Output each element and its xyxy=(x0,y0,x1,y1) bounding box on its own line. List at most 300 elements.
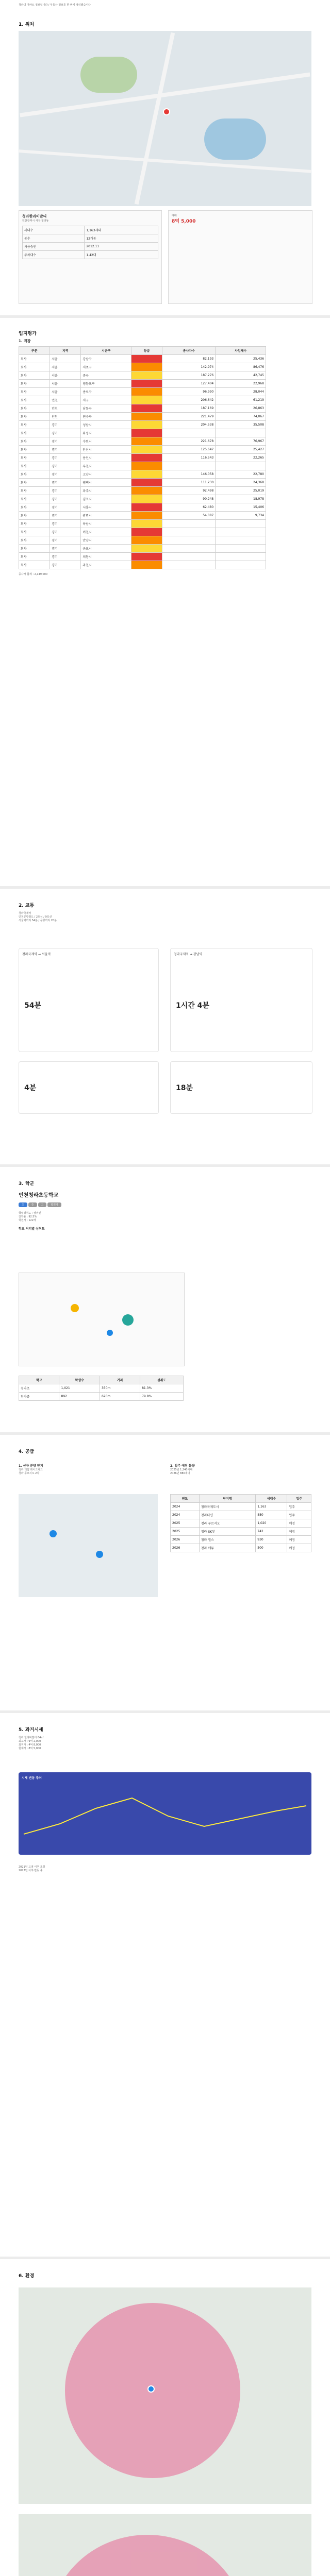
cell: 남동구 xyxy=(81,404,131,413)
transit-line-3: 서울역까지 54분 / 공항까지 20분 xyxy=(19,919,57,922)
history-line: 최저가 : 4억 8,000 xyxy=(19,1743,41,1747)
section-supply xyxy=(19,1448,311,1454)
scatter-point xyxy=(122,1314,134,1326)
cell: 인천 xyxy=(50,404,81,413)
divider xyxy=(0,1710,330,1713)
divider xyxy=(0,2257,330,2259)
cell: 92,498 xyxy=(162,487,216,495)
cell: 회사 xyxy=(19,520,50,528)
park-area xyxy=(80,57,137,93)
cell xyxy=(216,561,266,569)
table-header-row xyxy=(19,1376,184,1384)
cell: 청라더샵 xyxy=(199,1511,255,1519)
scatter-point xyxy=(71,1304,79,1312)
cell: 25,427 xyxy=(216,446,266,454)
cell: 경기 xyxy=(50,561,81,569)
route-card-3[interactable] xyxy=(19,1061,159,1114)
table-row xyxy=(23,243,158,251)
table-row xyxy=(19,520,266,528)
school-tabs xyxy=(19,1202,311,1207)
cell xyxy=(131,462,162,470)
history-note: 2023년 이후 반등 중 xyxy=(19,1869,43,1872)
history-line: 최고가 : 9억 2,000 xyxy=(19,1740,41,1743)
cell xyxy=(162,462,216,470)
table-row xyxy=(171,1544,311,1552)
cell: 회사 xyxy=(19,545,50,553)
cell: 종로구 xyxy=(81,388,131,396)
cell: 안양시 xyxy=(81,536,131,545)
history-chart xyxy=(19,1772,311,1855)
cell xyxy=(131,495,162,503)
table-header-row xyxy=(19,347,266,355)
cell: 1.42대 xyxy=(85,251,158,259)
cell: 하남시 xyxy=(81,520,131,528)
column-header: 학교 xyxy=(19,1376,59,1384)
column-header: 사업체수 xyxy=(216,347,266,355)
section-title: 6. 환경 xyxy=(19,2274,35,2279)
cell: 안산시 xyxy=(81,446,131,454)
column-header: 구분 xyxy=(19,347,50,355)
cell: 서울 xyxy=(50,388,81,396)
cell: 청라중 xyxy=(19,1393,59,1401)
school-name: 인천청라초등학교 xyxy=(19,1193,59,1198)
school-rank-table xyxy=(19,1376,184,1401)
cell: 187,169 xyxy=(162,404,216,413)
tab-elementary[interactable]: 초 xyxy=(19,1202,27,1207)
cell xyxy=(131,561,162,569)
table-row xyxy=(19,553,266,561)
cell: 회사 xyxy=(19,479,50,487)
cell: 예정 xyxy=(287,1544,311,1552)
supply-table xyxy=(170,1494,311,1552)
cell: 수원시 xyxy=(81,437,131,446)
cell: 경기 xyxy=(50,495,81,503)
divider xyxy=(0,315,330,318)
table-row xyxy=(19,462,266,470)
cell xyxy=(131,355,162,363)
cell: 2026 xyxy=(171,1536,200,1544)
table-row xyxy=(23,234,158,243)
cell: 예정 xyxy=(287,1519,311,1528)
cell: 116,543 xyxy=(162,454,216,462)
cell: 42,745 xyxy=(216,371,266,380)
school-item: 진학률 : 92.5% xyxy=(19,1215,37,1218)
cell xyxy=(131,421,162,429)
tab-academy[interactable]: 학원가 xyxy=(47,1202,61,1207)
cell: 평택시 xyxy=(81,479,131,487)
cell: 청라 SK뷰 xyxy=(199,1528,255,1536)
jobs-footnote: 종사자 합계 : 2,149,000 xyxy=(19,573,48,576)
cell: 2025 xyxy=(171,1519,200,1528)
supply-table-wrap xyxy=(170,1494,311,1552)
cell xyxy=(131,479,162,487)
section-title: 4. 공급 xyxy=(19,1449,35,1454)
table-row xyxy=(19,487,266,495)
table-row xyxy=(19,545,266,553)
cell: 예정 xyxy=(287,1536,311,1544)
cell: 세대수 xyxy=(23,226,85,234)
section-history xyxy=(19,1726,311,1750)
cell xyxy=(131,437,162,446)
intro xyxy=(19,3,311,7)
cell: 예정 xyxy=(287,1528,311,1536)
table-row xyxy=(19,512,266,520)
scatter-point xyxy=(107,1330,113,1336)
cell: 25,019 xyxy=(216,487,266,495)
cell xyxy=(162,528,216,536)
apt-info-table xyxy=(22,226,158,259)
transit-line-2: 인천공항철도 / 2호선 / 9호선 xyxy=(19,916,52,919)
cell: 90,248 xyxy=(162,495,216,503)
section-transit xyxy=(19,902,311,922)
section-environment xyxy=(19,2272,311,2279)
cell: 경기 xyxy=(50,421,81,429)
cell: 청라 푸르지오 xyxy=(199,1519,255,1528)
cell: 24,368 xyxy=(216,479,266,487)
cell: 회사 xyxy=(19,446,50,454)
cell: 사용승인 xyxy=(23,243,85,251)
location-pin-icon[interactable] xyxy=(163,108,170,115)
cell: 청라국제도시 xyxy=(199,1503,255,1511)
cell: 22,780 xyxy=(216,470,266,479)
table-row xyxy=(19,1384,184,1393)
cell xyxy=(131,553,162,561)
cell: 61,219 xyxy=(216,396,266,404)
cell: 221,479 xyxy=(162,413,216,421)
cell: 부천시 xyxy=(81,462,131,470)
table-row xyxy=(19,355,266,363)
cell: 회사 xyxy=(19,429,50,437)
history-note: 2021년 고점 이후 조정 xyxy=(19,1866,45,1869)
cell: 서구 xyxy=(81,396,131,404)
cell: 회사 xyxy=(19,503,50,512)
table-row xyxy=(19,437,266,446)
cell: 2026 xyxy=(171,1544,200,1552)
cell: 892 xyxy=(59,1393,100,1401)
cell: 입주 xyxy=(287,1503,311,1511)
cell: 청라 에듀 xyxy=(199,1544,255,1552)
cell: 용인시 xyxy=(81,454,131,462)
cell: 127,404 xyxy=(162,380,216,388)
cell: 회사 xyxy=(19,512,50,520)
apt-info-card xyxy=(19,210,162,304)
table-row xyxy=(19,429,266,437)
cell: 영등포구 xyxy=(81,380,131,388)
cell: 회사 xyxy=(19,470,50,479)
history-line: 청라 한라비발디 84㎡ xyxy=(19,1736,44,1739)
supply-item: 청라 푸르지오 2차 xyxy=(19,1472,40,1475)
cell: 25,436 xyxy=(216,355,266,363)
history-chart-svg xyxy=(19,1788,311,1850)
cell: 206,642 xyxy=(162,396,216,404)
cell: 22,968 xyxy=(216,380,266,388)
table-row xyxy=(19,479,266,487)
cell xyxy=(131,454,162,462)
table-row xyxy=(171,1536,311,1544)
cell xyxy=(131,545,162,553)
cell: 의왕시 xyxy=(81,553,131,561)
cell: 회사 xyxy=(19,462,50,470)
column-header: 단지명 xyxy=(199,1495,255,1503)
cell xyxy=(131,388,162,396)
cell: 인천 xyxy=(50,413,81,421)
cell: 성남시 xyxy=(81,421,131,429)
cell: 회사 xyxy=(19,404,50,413)
cell: 회사 xyxy=(19,561,50,569)
route-label: 청라국제역 → 서울역 xyxy=(22,953,51,956)
school-rank-wrap xyxy=(19,1376,184,1401)
route-time: 4분 xyxy=(24,1084,37,1092)
cell: 청라 힐스 xyxy=(199,1536,255,1544)
table-row xyxy=(171,1528,311,1536)
section-title: 입지평가 xyxy=(19,331,37,336)
cell: 28,044 xyxy=(216,388,266,396)
section-jobs xyxy=(19,330,311,344)
section-title: 5. 과거시세 xyxy=(19,1727,43,1733)
cell: 회사 xyxy=(19,363,50,371)
school-scatter xyxy=(19,1273,185,1366)
supply-map[interactable] xyxy=(19,1494,158,1597)
table-row xyxy=(171,1503,311,1511)
cell xyxy=(216,536,266,545)
cell: 경기 xyxy=(50,437,81,446)
divider xyxy=(0,1164,330,1167)
cell xyxy=(131,371,162,380)
environment-map-1[interactable] xyxy=(19,2287,311,2504)
chart-label: 학교 거리별 성취도 xyxy=(19,1227,45,1231)
cell: 경기 xyxy=(50,512,81,520)
table-row xyxy=(19,371,266,380)
cell: 경기 xyxy=(50,462,81,470)
table-row xyxy=(19,495,266,503)
map-road xyxy=(135,32,175,205)
intro-text: 청라더 아파트 정보입니다 / 부동산 정보를 한 번에 정리했습니다 xyxy=(19,4,91,7)
cell: 79.8% xyxy=(140,1393,184,1401)
cell: 서울 xyxy=(50,371,81,380)
table-row xyxy=(19,404,266,413)
lake-area xyxy=(204,118,266,160)
cell xyxy=(216,462,266,470)
cell: 경기 xyxy=(50,470,81,479)
table-row xyxy=(19,446,266,454)
table-row xyxy=(19,380,266,388)
divider xyxy=(0,886,330,889)
location-map[interactable] xyxy=(19,31,311,206)
column-header: 성취도 xyxy=(140,1376,184,1384)
table-row xyxy=(23,226,158,234)
cell: 221,678 xyxy=(162,437,216,446)
column-header: 연도 xyxy=(171,1495,200,1503)
cell: 회사 xyxy=(19,380,50,388)
supply-item: 청라 더샵 레이크파크 xyxy=(19,1468,43,1471)
cell: 9,734 xyxy=(216,512,266,520)
column-header: 지역 xyxy=(50,347,81,355)
cell: 청라초 xyxy=(19,1384,59,1393)
route-card-4[interactable] xyxy=(170,1061,312,1114)
cell xyxy=(162,536,216,545)
cell: 2012.11 xyxy=(85,243,158,251)
cell: 경기 xyxy=(50,446,81,454)
cell xyxy=(162,561,216,569)
cell xyxy=(131,487,162,495)
supply-pin-icon[interactable] xyxy=(96,1551,103,1558)
section-location xyxy=(19,21,311,27)
table-row xyxy=(19,503,266,512)
column-header: 종사자수 xyxy=(162,347,216,355)
cell: 김포시 xyxy=(81,495,131,503)
cell: 경기 xyxy=(50,528,81,536)
history-line: 현재가 : 8억 5,000 xyxy=(19,1747,41,1750)
cell: 회사 xyxy=(19,413,50,421)
cell xyxy=(131,413,162,421)
column-header: 학생수 xyxy=(59,1376,100,1384)
route-time: 1시간 4분 xyxy=(176,1002,209,1010)
history-line-series xyxy=(24,1798,306,1834)
cell xyxy=(216,429,266,437)
divider xyxy=(0,1432,330,1435)
cell: 1,163 xyxy=(256,1503,287,1511)
section-title: 2. 교통 xyxy=(19,903,35,908)
cell: 350m xyxy=(100,1384,140,1393)
cell: 경기 xyxy=(50,520,81,528)
chart-title: 시세 변동 추이 xyxy=(22,1776,42,1780)
cell xyxy=(131,363,162,371)
cell: 880 xyxy=(256,1511,287,1519)
location-pin-icon[interactable] xyxy=(147,2385,155,2393)
cell: 경기 xyxy=(50,487,81,495)
cell: 서울 xyxy=(50,380,81,388)
cell: 화성시 xyxy=(81,429,131,437)
cell: 회사 xyxy=(19,437,50,446)
cell: 경기 xyxy=(50,536,81,545)
supply-right xyxy=(170,1463,311,1475)
cell: 경기 xyxy=(50,479,81,487)
table-row xyxy=(19,454,266,462)
cell xyxy=(162,520,216,528)
tab-middle[interactable]: 중 xyxy=(28,1202,37,1207)
supply-left xyxy=(19,1463,158,1475)
supply-left-title: 1. 신규 분양 단지 xyxy=(19,1464,43,1468)
cell: 54,087 xyxy=(162,512,216,520)
tab-high[interactable]: 고 xyxy=(38,1202,47,1207)
cell xyxy=(131,512,162,520)
map-road xyxy=(19,149,311,173)
apt-address: 인천광역시 서구 청라동 xyxy=(22,219,49,223)
school-item: 학업성취도 : 상위권 xyxy=(19,1212,41,1215)
table-row xyxy=(19,413,266,421)
table-row xyxy=(19,396,266,404)
cell: 142,974 xyxy=(162,363,216,371)
cell: 이천시 xyxy=(81,528,131,536)
cell: 회사 xyxy=(19,528,50,536)
cell: 주차대수 xyxy=(23,251,85,259)
cell: 62,480 xyxy=(162,503,216,512)
cell: 742 xyxy=(256,1528,287,1536)
cell: 1,021 xyxy=(59,1384,100,1393)
supply-pin-icon[interactable] xyxy=(50,1530,57,1537)
cell: 96,990 xyxy=(162,388,216,396)
jobs-table-wrap xyxy=(19,346,266,576)
route-label: 청라국제역 → 강남역 xyxy=(174,953,203,956)
cell: 군포시 xyxy=(81,545,131,553)
cell: 경기 xyxy=(50,545,81,553)
cell xyxy=(131,396,162,404)
price-card xyxy=(168,210,312,304)
cell: 회사 xyxy=(19,388,50,396)
cell xyxy=(131,446,162,454)
route-time: 18분 xyxy=(176,1084,193,1092)
cell: 500 xyxy=(256,1544,287,1552)
column-header: 거리 xyxy=(100,1376,140,1384)
cell: 620m xyxy=(100,1393,140,1401)
cell xyxy=(162,429,216,437)
cell: 회사 xyxy=(19,495,50,503)
cell xyxy=(131,404,162,413)
table-row xyxy=(19,470,266,479)
cell: 1,020 xyxy=(256,1519,287,1528)
cell: 인천 xyxy=(50,396,81,404)
environment-map-2[interactable] xyxy=(19,2514,311,2576)
cell: 고양시 xyxy=(81,470,131,479)
cell: 경기 xyxy=(50,429,81,437)
cell xyxy=(131,470,162,479)
cell: 204,538 xyxy=(162,421,216,429)
cell: 회사 xyxy=(19,553,50,561)
cell xyxy=(131,520,162,528)
cell: 1,163세대 xyxy=(85,226,158,234)
cell: 파주시 xyxy=(81,487,131,495)
cell: 26,863 xyxy=(216,404,266,413)
school-item: 학원가 : 122개 xyxy=(19,1219,36,1222)
history-notes xyxy=(19,1865,311,1872)
cell: 35,508 xyxy=(216,421,266,429)
coverage-circle xyxy=(50,2535,245,2576)
cell: 서초구 xyxy=(81,363,131,371)
cell: 동수 xyxy=(23,234,85,243)
cell: 회사 xyxy=(19,487,50,495)
cell: 서울 xyxy=(50,355,81,363)
cell: 경기 xyxy=(50,454,81,462)
cell xyxy=(162,553,216,561)
table-row xyxy=(19,421,266,429)
cell: 12개동 xyxy=(85,234,158,243)
cell: 시흥시 xyxy=(81,503,131,512)
route-card-1[interactable] xyxy=(19,948,159,1052)
cell xyxy=(216,553,266,561)
section-school xyxy=(19,1180,311,1231)
cell: 중구 xyxy=(81,371,131,380)
cell: 회사 xyxy=(19,536,50,545)
table-row xyxy=(19,363,266,371)
table-row xyxy=(19,388,266,396)
cell xyxy=(216,520,266,528)
cell: 회사 xyxy=(19,355,50,363)
cell xyxy=(131,429,162,437)
column-header: 시군구 xyxy=(81,347,131,355)
cell xyxy=(131,503,162,512)
cell: 146,058 xyxy=(162,470,216,479)
jobs-table xyxy=(19,346,266,569)
cell: 18,978 xyxy=(216,495,266,503)
cell: 회사 xyxy=(19,454,50,462)
route-card-2[interactable] xyxy=(170,948,312,1052)
cell: 74,067 xyxy=(216,413,266,421)
column-header: 입주 xyxy=(287,1495,311,1503)
cell: 회사 xyxy=(19,396,50,404)
cell: 광명시 xyxy=(81,512,131,520)
table-row xyxy=(19,561,266,569)
cell: 연수구 xyxy=(81,413,131,421)
